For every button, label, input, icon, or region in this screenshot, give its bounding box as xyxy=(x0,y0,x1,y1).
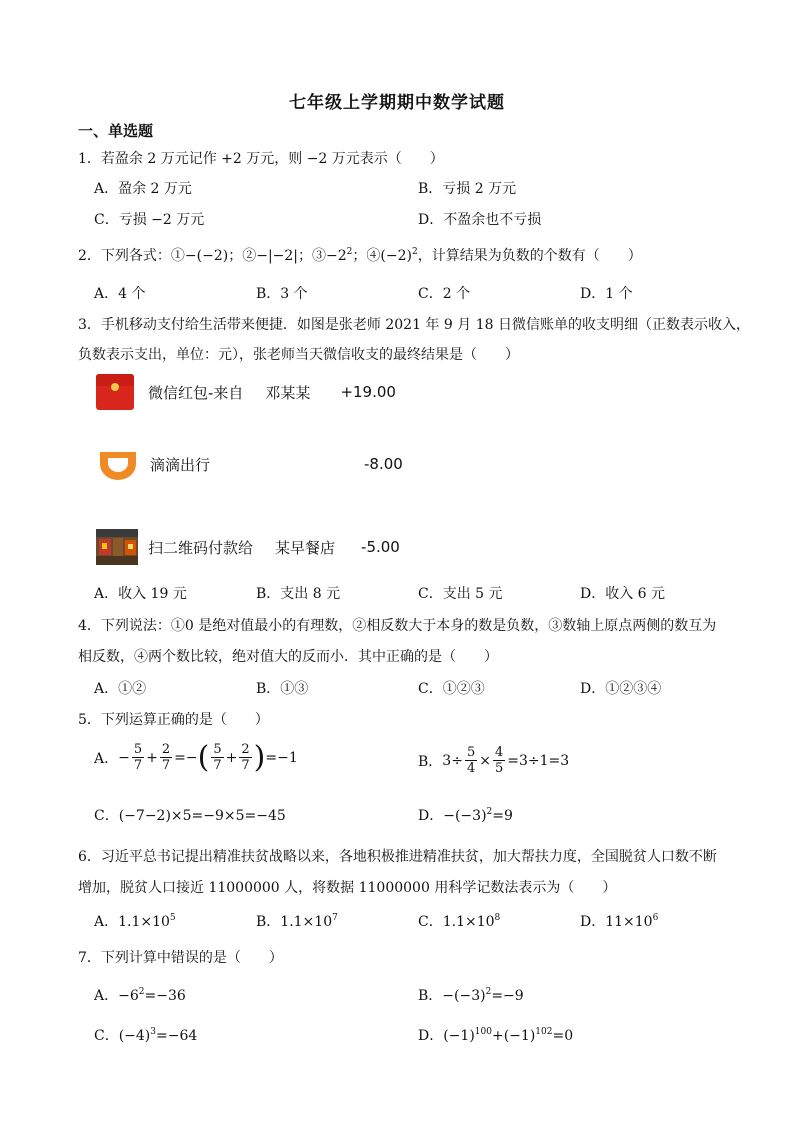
question-4-line-1: 4．下列说法：①0 是绝对值最小的有理数，②相反数大于本身的数是负数，③数轴上原点两侧的数互为 xyxy=(78,618,717,634)
q7-option-b[interactable]: B．$-(-3)^2=-9$ xyxy=(418,987,524,1004)
q2-option-a[interactable]: A．4 个 xyxy=(94,286,146,302)
shop-photo-icon xyxy=(96,529,138,565)
q2-item-1: ①−(−2)； xyxy=(170,248,243,264)
question-4-line-2: 相反数，④两个数比较，绝对值大的反而小．其中正确的是（ ） xyxy=(78,649,498,665)
question-1-stem: 1．若盈余 2 万元记作 +2 万元，则 −2 万元表示（ ） xyxy=(78,151,444,167)
q3-option-b[interactable]: B．支出 8 元 xyxy=(256,586,341,602)
q3-option-a[interactable]: A．收入 19 元 xyxy=(94,586,187,602)
q2-item-3-sep: ； xyxy=(352,248,367,264)
q1-option-c[interactable]: C．亏损 −2 万元 xyxy=(94,212,205,228)
q6-option-d[interactable]: D．$11\times 10^6$ xyxy=(580,913,659,930)
q5-a-result: =−1 xyxy=(265,749,298,766)
q3-option-d[interactable]: D．收入 6 元 xyxy=(580,586,666,602)
q7-option-d[interactable]: D．$(-1)^{100}+(-1)^{102}=0$ xyxy=(418,1027,574,1044)
question-2-stem xyxy=(78,245,642,265)
wechat-bill-row-1 xyxy=(96,374,396,410)
q4-option-c[interactable]: C．①②③ xyxy=(418,681,485,697)
q2-item-4: ④(−2) xyxy=(366,248,412,264)
q2-item-2: ②−|−2|； xyxy=(242,248,313,264)
q5-option-b[interactable]: B． 3÷ $\frac{5}{4}$ × $\frac{4}{5}$ =3÷1=3 xyxy=(418,745,570,776)
q5-a-frac-1: $\frac{5}{7}$ xyxy=(133,742,143,773)
q1-option-a[interactable]: A．盈余 2 万元 xyxy=(94,181,192,197)
q5-b-frac-1: $\frac{5}{4}$ xyxy=(466,745,476,776)
bill-row-1-amount: +19.00 xyxy=(340,383,396,401)
q1-option-b[interactable]: B．亏损 2 万元 xyxy=(418,181,517,197)
didi-icon xyxy=(96,446,140,482)
q5-b-label: B． xyxy=(418,753,443,770)
q2-suffix: ，计算结果为负数的个数有（ ） xyxy=(417,248,642,264)
q7-option-c[interactable]: C．$(-4)^3=-64$ xyxy=(94,1027,198,1044)
q2-option-c[interactable]: C．2 个 xyxy=(418,286,471,302)
q2-item-4-exp: 2 xyxy=(411,247,418,257)
question-3-line-2: 负数表示支出，单位：元），张老师当天微信收支的最终结果是（ ） xyxy=(78,347,519,363)
bill-row-1-sender: 邓某某 xyxy=(265,383,311,402)
q5-a-frac-4: $\frac{2}{7}$ xyxy=(241,742,250,773)
q2-item-3-exp: 2 xyxy=(346,247,353,257)
q5-b-frac-2: $\frac{4}{5}$ xyxy=(494,745,504,776)
q7-option-a[interactable]: A．$-6^2=-36$ xyxy=(94,987,186,1004)
q5-a-frac-2: $\frac{2}{7}$ xyxy=(161,742,171,773)
q5-a-label: A． xyxy=(94,750,119,767)
wechat-bill-row-2 xyxy=(96,446,403,482)
q5-a-frac-3: $\frac{5}{7}$ xyxy=(213,742,222,773)
question-6-line-2: 增加，脱贫人口接近 11000000 人，将数据 11000000 用科学记数法表示为（ ） xyxy=(78,880,617,896)
question-5-stem: 5．下列运算正确的是（ ） xyxy=(78,712,269,728)
red-packet-icon xyxy=(96,374,134,410)
bill-row-3-label: 扫二维码付款给 xyxy=(148,538,254,557)
q3-option-c[interactable]: C．支出 5 元 xyxy=(418,586,503,602)
q2-option-b[interactable]: B．3 个 xyxy=(256,286,308,302)
q2-prefix: 2．下列各式： xyxy=(78,248,171,264)
page-title: 七年级上学期期中数学试题 xyxy=(289,93,505,113)
q6-option-c[interactable]: C．$1.1\times 10^8$ xyxy=(418,913,501,930)
q4-option-d[interactable]: D．①②③④ xyxy=(580,681,662,697)
bill-row-3-amount: -5.00 xyxy=(361,538,400,556)
wechat-bill-row-3 xyxy=(96,529,400,565)
q2-option-d[interactable]: D．1 个 xyxy=(580,286,633,302)
q1-option-d[interactable]: D．不盈余也不亏损 xyxy=(418,212,542,228)
q6-option-a[interactable]: A．$1.1\times 10^5$ xyxy=(94,913,176,930)
question-3-line-1: 3．手机移动支付给生活带来便捷．如图是张老师 2021 年 9 月 18 日微信账单的收支明细（正数表示收入， xyxy=(78,317,750,333)
q2-item-3: ③−2 xyxy=(312,248,347,264)
bill-row-3-recipient: 某早餐店 xyxy=(275,538,336,557)
q5-option-d[interactable]: D．$-(-3)^2=9$ xyxy=(418,807,513,824)
section-heading: 一、单选题 xyxy=(78,122,154,140)
q5-option-c[interactable]: C．(−7−2)×5=−9×5=−45 xyxy=(94,808,286,824)
bill-row-1-label: 微信红包-来自 xyxy=(148,383,244,402)
q5-option-a[interactable]: A． − $\frac{5}{7}$ + $\frac{2}{7}$ =− ( $\frac{5}{7}$ + $\frac{2}{7}$ ) =−1 xyxy=(94,739,298,775)
q6-option-b[interactable]: B．$1.1\times 10^7$ xyxy=(256,913,338,930)
question-7-stem: 7．下列计算中错误的是（ ） xyxy=(78,950,283,966)
question-6-line-1: 6．习近平总书记提出精准扶贫战略以来，各地积极推进精准扶贫，加大帮扶力度，全国脱贫人口数不断 xyxy=(78,849,717,865)
bill-row-2-amount: -8.00 xyxy=(364,455,403,473)
bill-row-2-label: 滴滴出行 xyxy=(150,455,211,474)
q4-option-a[interactable]: A．①② xyxy=(94,681,147,697)
q4-option-b[interactable]: B．①③ xyxy=(256,681,309,697)
